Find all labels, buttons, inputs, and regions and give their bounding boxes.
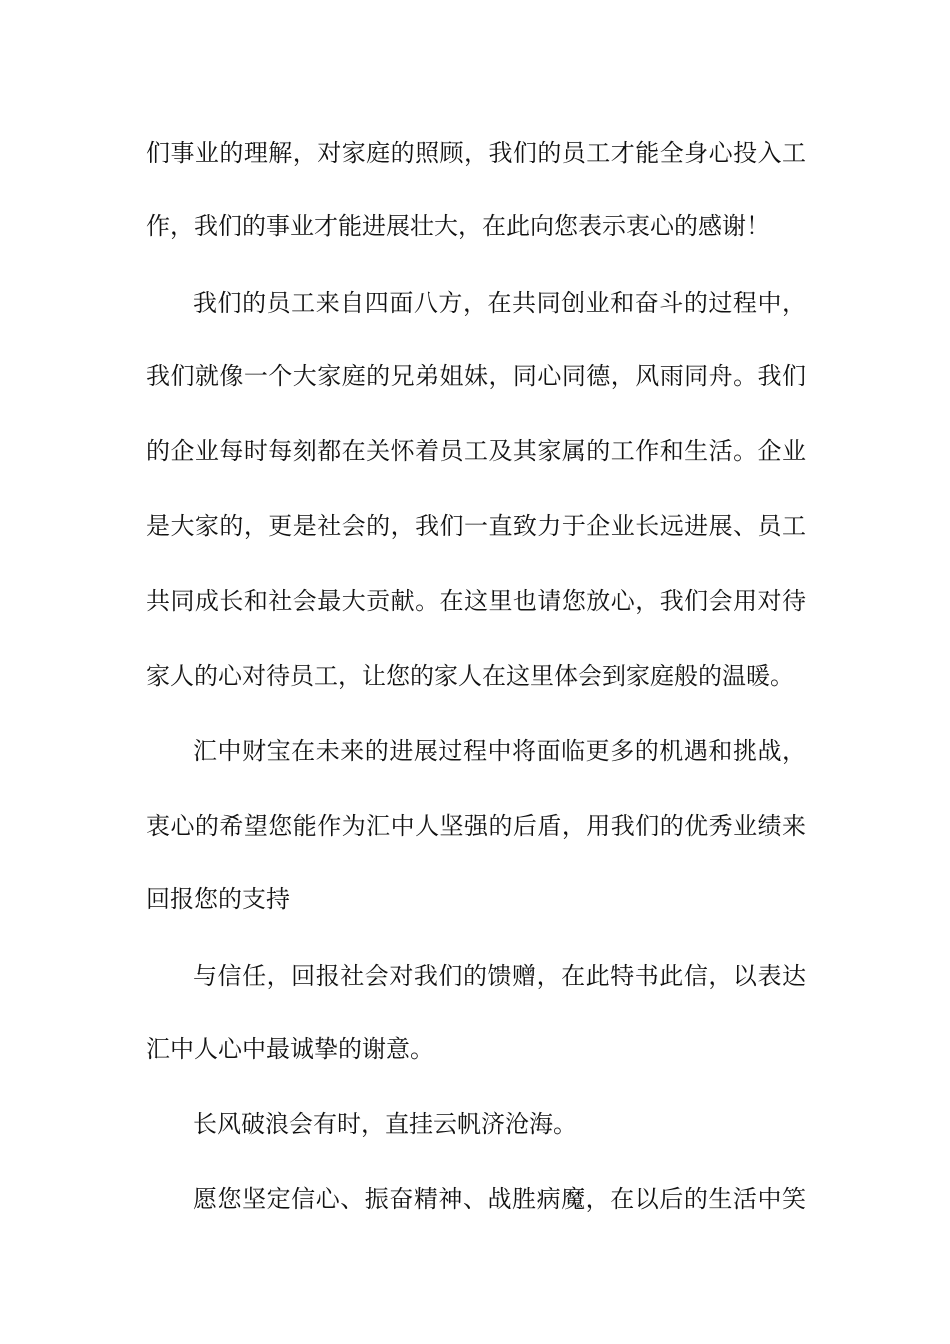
text-line: 共同成长和社会最大贡献。在这里也请您放心，我们会用对待 bbox=[146, 587, 806, 615]
paragraph-first-line: 汇中财宝在未来的进展过程中将面临更多的机遇和挑战， bbox=[193, 737, 806, 765]
paragraph-first-line: 长风破浪会有时，直挂云帆济沧海。 bbox=[193, 1110, 577, 1138]
text-line: 回报您的支持 bbox=[146, 885, 290, 913]
text-line: 们事业的理解，对家庭的照顾，我们的员工才能全身心投入工 bbox=[146, 139, 806, 167]
text-line: 衷心的希望您能作为汇中人坚强的后盾，用我们的优秀业绩来 bbox=[146, 812, 806, 840]
text-line: 家人的心对待员工，让您的家人在这里体会到家庭般的温暖。 bbox=[146, 662, 794, 690]
text-line: 我们就像一个大家庭的兄弟姐妹，同心同德，风雨同舟。我们 bbox=[146, 362, 806, 390]
text-line: 的企业每时每刻都在关怀着员工及其家属的工作和生活。企业 bbox=[146, 437, 806, 465]
paragraph-first-line: 我们的员工来自四面八方，在共同创业和奋斗的过程中， bbox=[193, 289, 806, 317]
paragraph-first-line: 愿您坚定信心、振奋精神、战胜病魔，在以后的生活中笑 bbox=[193, 1185, 806, 1213]
text-line: 作，我们的事业才能进展壮大，在此向您表示衷心的感谢！ bbox=[146, 212, 770, 240]
paragraph-first-line: 与信任，回报社会对我们的馈赠，在此特书此信，以表达 bbox=[193, 962, 806, 990]
text-line: 是大家的，更是社会的，我们一直致力于企业长远进展、员工 bbox=[146, 512, 806, 540]
text-line: 汇中人心中最诚挚的谢意。 bbox=[146, 1035, 434, 1063]
